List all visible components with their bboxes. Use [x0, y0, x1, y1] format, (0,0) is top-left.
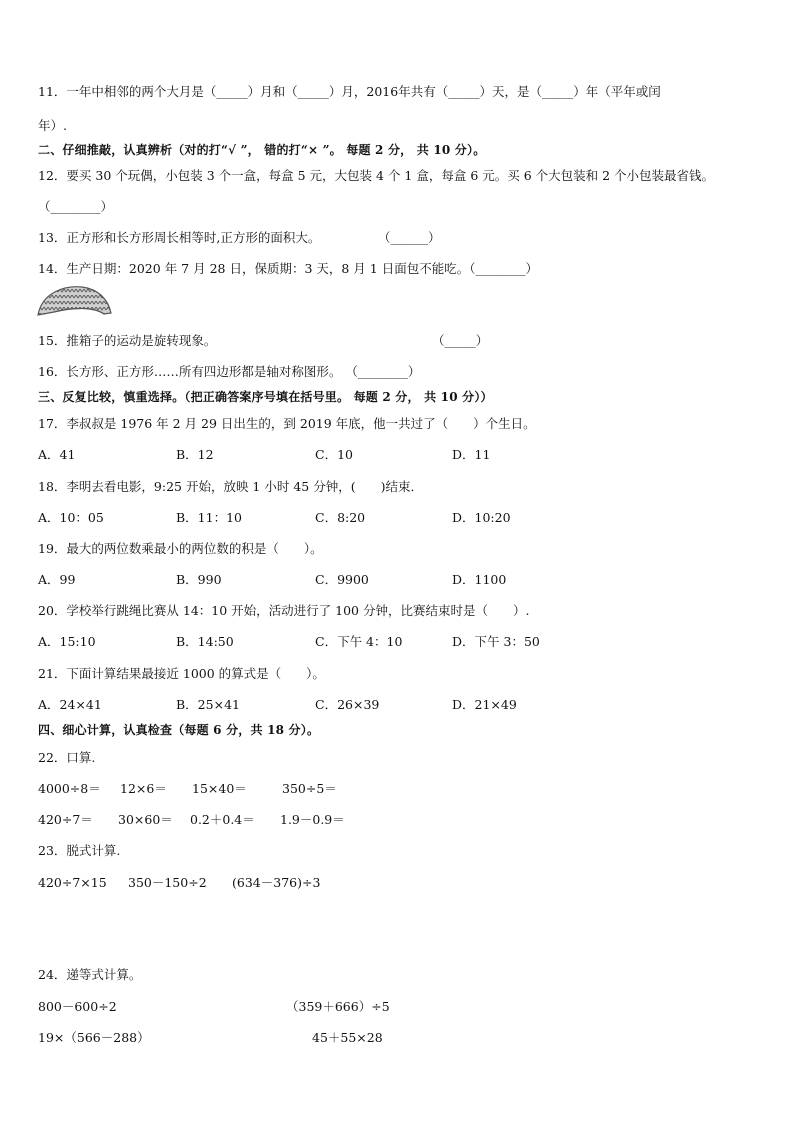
q17-text: 17．李叔叔是 1976 年 2 月 29 日出生的，到 2019 年底，他一共过了（ ）个生日。	[38, 416, 536, 431]
q20-option-b: B．14:50	[176, 634, 234, 649]
q12-blank: （________）	[38, 199, 114, 214]
q22-row2-item: 420÷7＝	[38, 812, 93, 827]
q17-option-a: A．41	[38, 447, 76, 462]
q18-option-b: B．11：10	[176, 510, 242, 525]
q18-text: 18．李明去看电影，9:25 开始，放映 1 小时 45 分钟，( )结束．	[38, 479, 423, 494]
q22-title: 22．口算.	[38, 750, 96, 765]
q22-row1-item: 350÷5＝	[282, 781, 337, 796]
q12-line1: 12．要买 30 个玩偶，小包装 3 个一盒，每盒 5 元，大包装 4 个 1 盒，每盒 6 元。买 6 个大包装和 2 个小包装最省钱。	[38, 168, 715, 183]
q13-text: 13．正方形和长方形周长相等时,正方形的面积大。	[38, 230, 321, 245]
q22-row1-item: 12×6＝	[120, 781, 167, 796]
q24-item: 19×（566－288）	[38, 1030, 150, 1045]
q15-text: 15．推箱子的运动是旋转现象。	[38, 333, 217, 348]
q19-option-d: D．1100	[452, 572, 507, 587]
q11-line1: 11．一年中相邻的两个大月是（_____）月和（_____）月，2016年共有（_____）天，是（_____）年（平年或闰	[38, 84, 661, 99]
q17-option-c: C．10	[315, 447, 353, 462]
q17-option-b: B．12	[176, 447, 214, 462]
q23-title: 23．脱式计算.	[38, 843, 121, 858]
q14-text: 14．生产日期：2020 年 7 月 28 日，保质期：3 天，8 月 1 日面包不能吃。（________）	[38, 261, 538, 276]
q24-item: 45＋55×28	[312, 1030, 383, 1045]
q21-option-d: D．21×49	[452, 697, 517, 712]
q15-blank: （_____）	[432, 333, 489, 348]
q13-blank: （______）	[378, 230, 441, 245]
q21-text: 21．下面计算结果最接近 1000 的算式是（ ）。	[38, 666, 325, 681]
section4-heading: 四、细心计算，认真检查（每题 6 分，共 18 分）。	[38, 723, 320, 737]
q18-option-c: C．8:20	[315, 510, 366, 525]
q23-item: (634－376)÷3	[232, 875, 321, 890]
q21-option-c: C．26×39	[315, 697, 380, 712]
q19-text: 19．最大的两位数乘最小的两位数的积是（ ）。	[38, 541, 323, 556]
q22-row2-item: 0.2＋0.4＝	[190, 812, 255, 827]
q20-option-c: C．下午 4：10	[315, 634, 403, 649]
bread-image	[34, 283, 114, 319]
q24-item: （359＋666）÷5	[286, 999, 390, 1014]
q22-row1-item: 15×40＝	[192, 781, 247, 796]
q20-option-d: D．下午 3：50	[452, 634, 540, 649]
q11-line2: 年）.	[38, 118, 67, 133]
q18-option-d: D．10:20	[452, 510, 511, 525]
q16-text: 16．长方形、正方形……所有四边形都是轴对称图形。 （________）	[38, 364, 421, 379]
q21-option-a: A．24×41	[38, 697, 102, 712]
section3-heading: 三、反复比较，慎重选择。（把正确答案序号填在括号里。 每题 2 分， 共 10 分））	[38, 390, 493, 404]
q21-option-b: B．25×41	[176, 697, 240, 712]
q24-title: 24．递等式计算。	[38, 967, 142, 982]
q20-option-a: A．15:10	[38, 634, 96, 649]
q18-option-a: A．10：05	[38, 510, 104, 525]
q24-item: 800－600÷2	[38, 999, 117, 1014]
q23-item: 350－150÷2	[128, 875, 207, 890]
q17-option-d: D．11	[452, 447, 491, 462]
q23-item: 420÷7×15	[38, 875, 107, 890]
section2-heading: 二、仔细推敲，认真辨析（对的打“√ ”， 错的打“× ”。 每题 2 分， 共 10 分）。	[38, 143, 486, 157]
q19-option-c: C．9900	[315, 572, 369, 587]
q22-row1-item: 4000÷8＝	[38, 781, 101, 796]
q22-row2-item: 30×60＝	[118, 812, 173, 827]
q20-text: 20．学校举行跳绳比赛从 14：10 开始，活动进行了 100 分钟，比赛结束时是（ ）.	[38, 603, 530, 618]
q22-row2-item: 1.9－0.9＝	[280, 812, 345, 827]
q19-option-a: A．99	[38, 572, 76, 587]
q19-option-b: B．990	[176, 572, 222, 587]
